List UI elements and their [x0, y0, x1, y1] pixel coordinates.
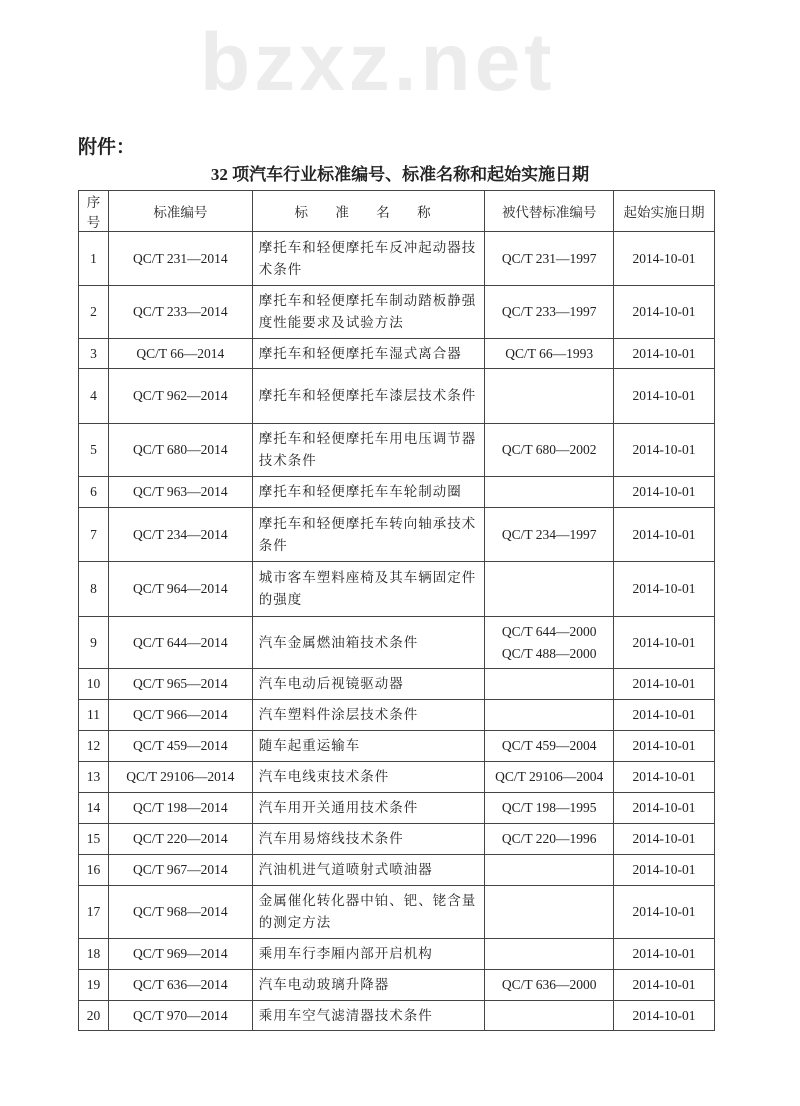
- standard-name: 随车起重运输车: [252, 731, 485, 762]
- replaced-code: [485, 700, 614, 731]
- start-date: 2014-10-01: [614, 886, 715, 939]
- row-number: 18: [79, 939, 109, 970]
- table-row: [79, 886, 715, 939]
- standard-name: 乘用车行李厢内部开启机构: [252, 939, 485, 970]
- standard-name: 汽车用开关通用技术条件: [252, 793, 485, 824]
- replaced-code: QC/T 231—1997: [485, 232, 614, 286]
- table-header-row: [79, 191, 715, 232]
- row-number: 11: [79, 700, 109, 731]
- row-number: 19: [79, 970, 109, 1001]
- header-no: 序号: [79, 191, 109, 232]
- start-date: 2014-10-01: [614, 508, 715, 562]
- replaced-code: QC/T 198—1995: [485, 793, 614, 824]
- standard-code: QC/T 962—2014: [108, 369, 252, 424]
- replaced-code: QC/T 680—2002: [485, 424, 614, 477]
- table-row: [79, 855, 715, 886]
- document-title: 32 项汽车行业标准编号、标准名称和起始实施日期: [210, 165, 590, 184]
- standard-name: 城市客车塑料座椅及其车辆固定件的强度: [252, 562, 485, 617]
- table-row: [79, 286, 715, 339]
- standard-name: 摩托车和轻便摩托车用电压调节器技术条件: [252, 424, 485, 477]
- standard-name: 汽车电动玻璃升降器: [252, 970, 485, 1001]
- header-date: 起始实施日期: [614, 191, 715, 232]
- start-date: 2014-10-01: [614, 286, 715, 339]
- standard-code: QC/T 234—2014: [108, 508, 252, 562]
- standard-name: 金属催化转化器中铂、钯、铑含量的测定方法: [252, 886, 485, 939]
- row-number: 2: [79, 286, 109, 339]
- standard-code: QC/T 970—2014: [108, 1001, 252, 1031]
- replaced-code: QC/T 459—2004: [485, 731, 614, 762]
- row-number: 8: [79, 562, 109, 617]
- standard-code: QC/T 966—2014: [108, 700, 252, 731]
- table-row: [79, 970, 715, 1001]
- row-number: 15: [79, 824, 109, 855]
- table-row: [79, 669, 715, 700]
- replaced-code: [485, 939, 614, 970]
- standard-code: QC/T 233—2014: [108, 286, 252, 339]
- start-date: 2014-10-01: [614, 424, 715, 477]
- standard-name: 摩托车和轻便摩托车漆层技术条件: [252, 369, 485, 424]
- start-date: 2014-10-01: [614, 339, 715, 369]
- start-date: 2014-10-01: [614, 731, 715, 762]
- replaced-code-line: QC/T 644—2000: [501, 623, 597, 639]
- standard-code: QC/T 680—2014: [108, 424, 252, 477]
- start-date: 2014-10-01: [614, 369, 715, 424]
- standard-code: QC/T 29106—2014: [108, 762, 252, 793]
- table-row: [79, 731, 715, 762]
- replaced-code: QC/T 636—2000: [485, 970, 614, 1001]
- standard-code: QC/T 967—2014: [108, 855, 252, 886]
- row-number: 20: [79, 1001, 109, 1031]
- row-number: 7: [79, 508, 109, 562]
- table-row: [79, 562, 715, 617]
- table-row: [79, 508, 715, 562]
- standard-code: QC/T 968—2014: [108, 886, 252, 939]
- start-date: 2014-10-01: [614, 669, 715, 700]
- row-number: 1: [79, 232, 109, 286]
- standard-name: 摩托车和轻便摩托车车轮制动圈: [252, 477, 485, 508]
- standard-name: 汽车电动后视镜驱动器: [252, 669, 485, 700]
- standard-code: QC/T 969—2014: [108, 939, 252, 970]
- replaced-code: [485, 369, 614, 424]
- row-number: 17: [79, 886, 109, 939]
- table-row: [79, 824, 715, 855]
- standard-name: 摩托车和轻便摩托车转向轴承技术条件: [252, 508, 485, 562]
- table-row: [79, 424, 715, 477]
- standard-code: QC/T 459—2014: [108, 731, 252, 762]
- standard-code: QC/T 964—2014: [108, 562, 252, 617]
- replaced-code: [485, 886, 614, 939]
- start-date: 2014-10-01: [614, 762, 715, 793]
- standard-name: 摩托车和轻便摩托车制动踏板静强度性能要求及试验方法: [252, 286, 485, 339]
- replaced-code: QC/T 220—1996: [485, 824, 614, 855]
- start-date: 2014-10-01: [614, 232, 715, 286]
- start-date: 2014-10-01: [614, 970, 715, 1001]
- table-row: [79, 939, 715, 970]
- replaced-code: QC/T 234—1997: [485, 508, 614, 562]
- standard-name: 汽车电线束技术条件: [252, 762, 485, 793]
- start-date: 2014-10-01: [614, 939, 715, 970]
- start-date: 2014-10-01: [614, 700, 715, 731]
- table-row: [79, 793, 715, 824]
- row-number: 12: [79, 731, 109, 762]
- start-date: 2014-10-01: [614, 855, 715, 886]
- standard-code: QC/T 66—2014: [108, 339, 252, 369]
- standard-code: QC/T 220—2014: [108, 824, 252, 855]
- replaced-code: [485, 669, 614, 700]
- table-row: [79, 700, 715, 731]
- replaced-code: QC/T 66—1993: [485, 339, 614, 369]
- standard-code: QC/T 198—2014: [108, 793, 252, 824]
- standard-code: QC/T 636—2014: [108, 970, 252, 1001]
- replaced-code: [485, 477, 614, 508]
- table-row: [79, 762, 715, 793]
- table-row: [79, 369, 715, 424]
- header-replaced: 被代替标准编号: [485, 191, 614, 232]
- standard-code: QC/T 963—2014: [108, 477, 252, 508]
- row-number: 3: [79, 339, 109, 369]
- header-code: 标准编号: [108, 191, 252, 232]
- replaced-code: [485, 562, 614, 617]
- table-row: [79, 1001, 715, 1031]
- start-date: 2014-10-01: [614, 617, 715, 669]
- header-name: 标 准 名 称: [252, 191, 485, 232]
- replaced-code: [485, 1001, 614, 1031]
- row-number: 13: [79, 762, 109, 793]
- start-date: 2014-10-01: [614, 562, 715, 617]
- replaced-code: QC/T 29106—2004: [485, 762, 614, 793]
- replaced-code: QC/T 233—1997: [485, 286, 614, 339]
- attachment-label: 附件：: [78, 137, 136, 158]
- watermark: bzxz.net: [200, 17, 556, 108]
- replaced-code: [485, 855, 614, 886]
- standard-name: 汽车金属燃油箱技术条件: [252, 617, 485, 669]
- standards-table: [78, 190, 715, 1031]
- standard-code: QC/T 965—2014: [108, 669, 252, 700]
- table-row: [79, 477, 715, 508]
- standard-name: 摩托车和轻便摩托车湿式离合器: [252, 339, 485, 369]
- standard-name: 汽车塑料件涂层技术条件: [252, 700, 485, 731]
- standard-name: 摩托车和轻便摩托车反冲起动器技术条件: [252, 232, 485, 286]
- start-date: 2014-10-01: [614, 1001, 715, 1031]
- table-row: [79, 617, 715, 669]
- table-row: [79, 232, 715, 286]
- table-row: [79, 339, 715, 369]
- standard-code: QC/T 231—2014: [108, 232, 252, 286]
- row-number: 4: [79, 369, 109, 424]
- start-date: 2014-10-01: [614, 824, 715, 855]
- standard-name: 汽车用易熔线技术条件: [252, 824, 485, 855]
- replaced-code: [485, 617, 614, 669]
- standard-code: QC/T 644—2014: [108, 617, 252, 669]
- standard-name: 乘用车空气滤清器技术条件: [252, 1001, 485, 1031]
- start-date: 2014-10-01: [614, 793, 715, 824]
- row-number: 16: [79, 855, 109, 886]
- replaced-code-line: QC/T 488—2000: [501, 645, 597, 661]
- row-number: 14: [79, 793, 109, 824]
- row-number: 5: [79, 424, 109, 477]
- row-number: 9: [79, 617, 109, 669]
- start-date: 2014-10-01: [614, 477, 715, 508]
- standard-name: 汽油机进气道喷射式喷油器: [252, 855, 485, 886]
- row-number: 10: [79, 669, 109, 700]
- row-number: 6: [79, 477, 109, 508]
